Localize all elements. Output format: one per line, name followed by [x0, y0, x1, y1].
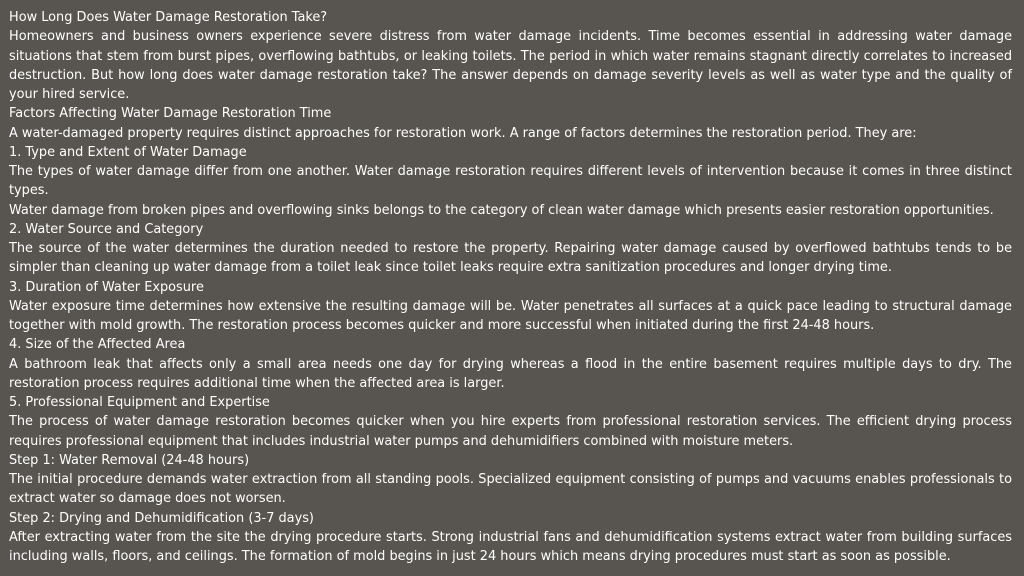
factor5-paragraph: The process of water damage restoration becomes quicker when you hire experts from professional restoration services. The efficient drying process requires professional equipment that includes industrial water pumps and dehumidifiers combined with moisture meters. — [9, 414, 1012, 449]
factor3-paragraph: Water exposure time determines how extensive the resulting damage will be. Water penetrates all surfaces at a quick pace leading to structural damage together with mold growth. The restoration process becomes quicker and more successful when initiated during the first 24-48 hours. — [9, 298, 1012, 333]
factor4-heading: 4. Size of the Affected Area — [9, 337, 186, 353]
factor2-heading: 2. Water Source and Category — [9, 221, 204, 237]
step2-heading: Step 2: Drying and Dehumidification (3-7 days) — [9, 510, 314, 526]
step1-heading: Step 1: Water Removal (24-48 hours) — [9, 452, 250, 468]
intro-paragraph: Homeowners and business owners experience severe distress from water damage incidents. Time becomes essential in addressing water damage situations that stem from burst pipes, overflowing bathtubs, or leaking toilets. The period in which water remains stagnant directly correlates to increased destruction. But how long does water damage restoration take? The answer depends on damage severity levels as well as water type and the quality of your hired service. — [9, 29, 1012, 102]
document-title: How Long Does Water Damage Restoration Take? — [9, 10, 328, 25]
factor3-heading: 3. Duration of Water Exposure — [9, 279, 204, 295]
step1-paragraph: The initial procedure demands water extraction from all standing pools. Specialized equipment consisting of pumps and vacuums enables professionals to extract water so damage does not worsen. — [9, 472, 1012, 507]
step2-paragraph: After extracting water from the site the drying procedure starts. Strong industrial fans and dehumidification systems extract water from building surfaces including walls, floors, and ceilings. The formation of mold begins in just 24 hours which means drying procedures must start as soon as possible. — [9, 529, 1012, 564]
factors-intro-paragraph: A water-damaged property requires distinct approaches for restoration work. A range of factors determines the restoration period. They are: — [9, 125, 917, 141]
factor1-paragraph-a: The types of water damage differ from one another. Water damage restoration requires different levels of intervention because it comes in three distinct types. — [9, 164, 1012, 199]
factor1-paragraph-b: Water damage from broken pipes and overflowing sinks belongs to the category of clean water damage which presents easier restoration opportunities. — [9, 202, 994, 218]
factors-heading: Factors Affecting Water Damage Restoration Time — [9, 106, 332, 122]
factor2-paragraph: The source of the water determines the duration needed to restore the property. Repairing water damage caused by overflowed bathtubs tends to be simpler than cleaning up water damage from a toilet leak since toilet leaks require extra sanitization procedures and longer drying time. — [9, 241, 1012, 276]
factor4-paragraph: A bathroom leak that affects only a small area needs one day for drying whereas a flood in the entire basement requires multiple days to dry. The restoration process requires additional time when the affected area is larger. — [9, 356, 1012, 391]
factor5-heading: 5. Professional Equipment and Expertise — [9, 395, 270, 410]
factor1-heading: 1. Type and Extent of Water Damage — [9, 144, 247, 160]
